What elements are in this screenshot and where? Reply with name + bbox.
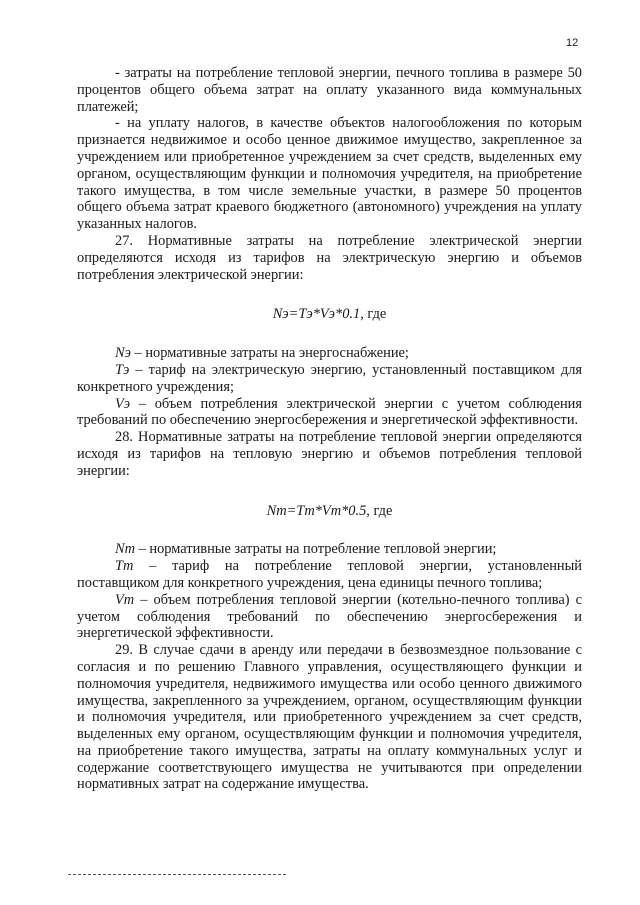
formula-electric <box>77 306 582 323</box>
definition-t-electric: Tэ – тариф на электрическую энергию, установленный поставщиком для конкретного учреждения; <box>77 361 582 395</box>
paragraph-27: 27. Нормативные затраты на потребление электрической энергии определяются исходя из тарифов на электрическую энергию и объемов потребления электрической энергии: <box>77 232 582 283</box>
paragraph-29: 29. В случае сдачи в аренду или передачи в безвозмездное пользование с согласия и по решению Главного управления, осуществляющего функции и полномочия учредителя, недвижимого имущества или особо ценного движимого имущества, закрепленного за учреждением, органом, осуществляющим функции и полномочия учредителя, или приобретенного учреждением за счет средств, выделенных ему органом, осуществляющим функции и полномочия учредителя, на приобретение такого имущества, затраты на оплату коммунальных услуг и содержание соответствующего имущества не учитываются при определении нормативных затрат на содержание имущества. <box>77 642 582 793</box>
definition-v-electric: Vэ – объем потребления электрической энергии с учетом соблюдения требований по обеспечению энергосбережения и энергетической эффективности. <box>77 395 582 429</box>
symbol-n-electric: Nэ <box>115 345 131 362</box>
symbol-n-heat: Nт <box>115 541 135 558</box>
page-number: 12 <box>566 37 579 49</box>
symbol-v-electric: Vэ <box>115 395 131 412</box>
paragraph-heat-costs: - затраты на потребление тепловой энергии, печного топлива в размере 50 процентов общего объема затрат на оплату указанного вида коммунальных платежей; <box>77 65 582 115</box>
document-body <box>77 65 582 793</box>
symbol-v-heat: Vт <box>115 591 135 608</box>
paragraph-28: 28. Нормативные затраты на потребление тепловой энергии определяются исходя из тарифов на тепловую энергию и объемов потребления тепловой энергии: <box>77 429 582 479</box>
footer-divider <box>68 874 286 875</box>
definition-n-heat: Nт – нормативные затраты на потребление тепловой энергии; <box>115 541 497 558</box>
symbol-t-electric: Tэ <box>115 361 130 378</box>
definition-v-heat: Vт – объем потребления тепловой энергии (котельно-печного топлива) с учетом соблюдения требований по обеспечению энергосбережения и энергетической эффективности. <box>77 591 582 642</box>
formula-heat <box>77 503 582 520</box>
paragraph-taxes: - на уплату налогов, в качестве объектов налогообложения по которым признается недвижимое и особо ценное движимое имущество, закрепленное за учреждением или приобретенное учреждением за счет средств, выделенных ему органом, осуществляющим функции и полномочия учредителя, на приобретение такого имущества, в том числе земельные участки, в размере 50 процентов общего объема затрат краевого бюджетного (автономного) учреждения на уплату указанных налогов. <box>77 115 582 233</box>
symbol-t-heat: Tт <box>115 558 134 575</box>
formula-electric-expr: Nэ=Tэ*Vэ*0.1 <box>272 306 361 323</box>
definition-t-heat: Tт – тариф на потребление тепловой энергии, установленный поставщиком для конкретного учреждения, цена единицы печного топлива; <box>77 558 582 591</box>
definition-n-electric: Nэ – нормативные затраты на энергоснабжение; <box>115 345 409 362</box>
formula-electric-suffix: , где <box>360 306 387 323</box>
formula-heat-expr: Nт=Tт*Vт*0.5 <box>266 502 367 519</box>
formula-heat-suffix: , где <box>366 502 393 519</box>
